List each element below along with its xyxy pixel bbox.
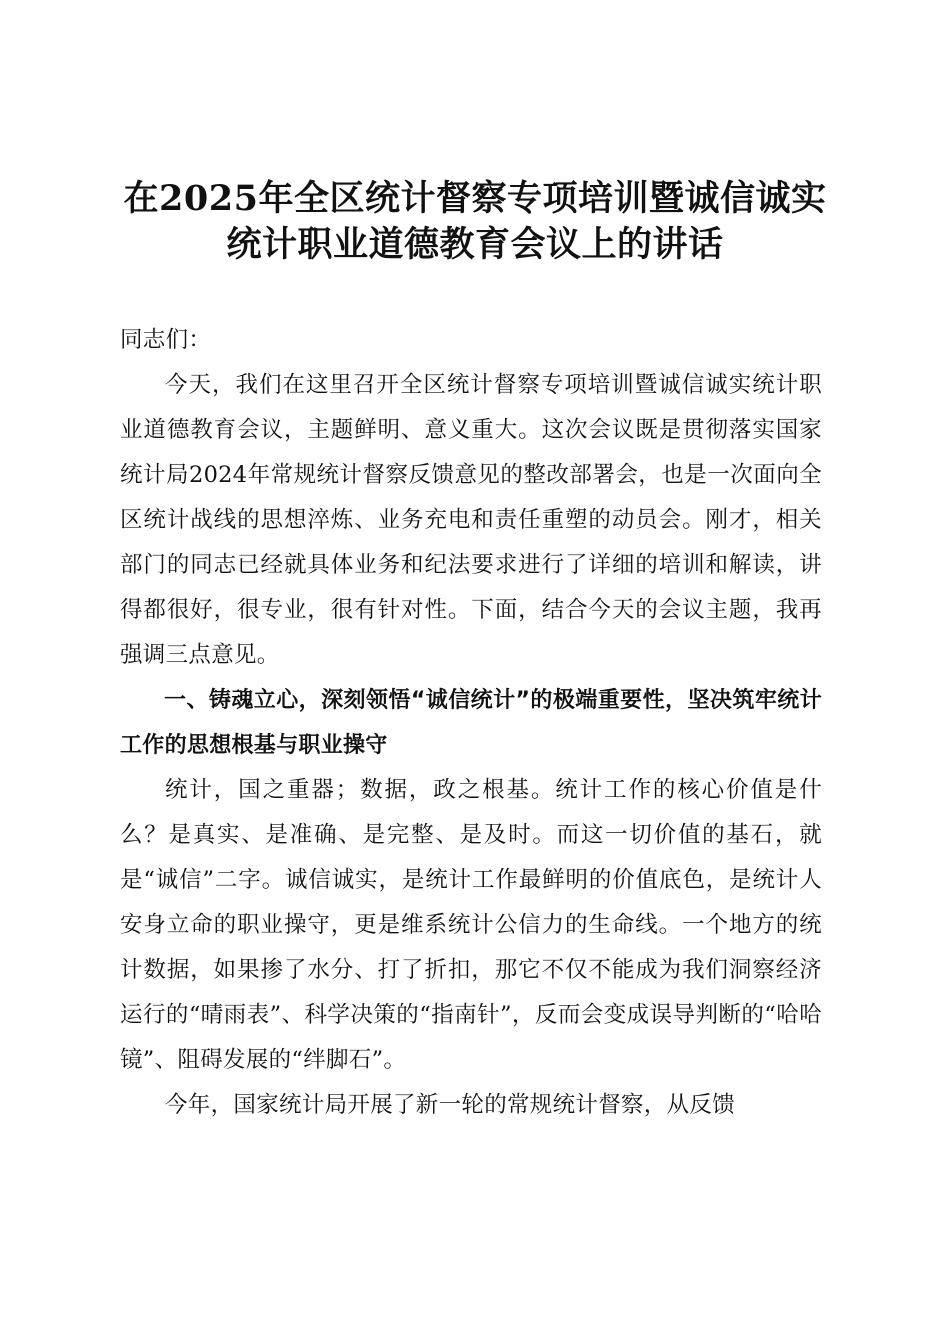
title-line-1: 在2025年全区统计督察专项培训暨诚信诚实 [123,178,827,219]
title-line-2: 统计职业道德教育会议上的讲话 [226,224,724,265]
document-body [120,318,822,1128]
paragraph-continued: 今年，国家统计局开展了新一轮的常规统计督察，从反馈 [165,1092,736,1118]
salutation: 同志们： [120,327,212,353]
section-heading-1: 一、铸魂立心，深刻领悟“诚信统计”的极端重要性，坚决筑牢统计工作的思想根基与职业操守 [120,688,822,758]
paragraph-section-1: 统计，国之重器；数据，政之根基。统计工作的核心价值是什么？是真实、是准确、是完整、是及时。而这一切价值的基石，就是“诚信”二字。诚信诚实，是统计工作最鲜明的价值底色，是统计人安身立命的职业操守，更是维系统计公信力的生命线。一个地方的统计数据，如果掺了水分、打了折扣，那它不仅不能成为我们洞察经济运行的“晴雨表”、科学决策的“指南针”，反而会变成误导判断的“哈哈镜”、阻碍发展的“绊脚石”。 [120,777,822,1073]
document-title [100,176,850,268]
paragraph-intro: 今天，我们在这里召开全区统计督察专项培训暨诚信诚实统计职业道德教育会议，主题鲜明、意义重大。这次会议既是贯彻落实国家统计局2024年常规统计督察反馈意见的整改部署会，也是一次面向全区统计战线的思想淬炼、业务充电和责任重塑的动员会。刚才，相关部门的同志已经就具体业务和纪法要求进行了详细的培训和解读，讲得都很好，很专业，很有针对性。下面，结合今天的会议主题，我再强调三点意见。 [120,372,822,668]
